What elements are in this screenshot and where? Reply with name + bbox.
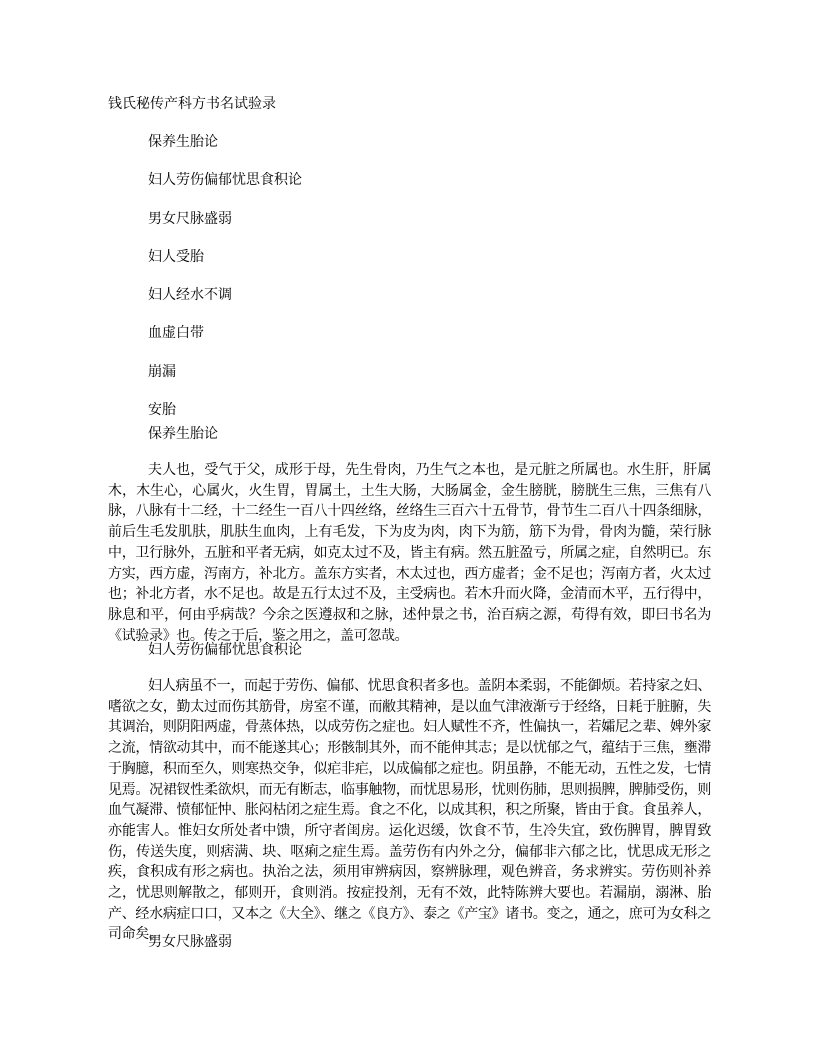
toc-item: 崩漏 [148, 363, 176, 380]
toc-item: 男女尺脉盛弱 [148, 210, 232, 227]
section-heading: 男女尺脉盛弱 [148, 934, 232, 950]
toc-item: 妇人经水不调 [148, 287, 232, 304]
section-paragraph: 妇人病虽不一，而起于劳伤、偏郁、忧思食积者多也。盖阴本柔弱，不能御烦。若持家之妇、嗜欲之女，勤太过而伤其筋骨，房室不谨，而敝其精神，是以血气津液渐亏于经络，日耗于脏腑，失其调治，则阴阳两虚，骨蒸体热，以成劳伤之症也。妇人赋性不齐，性偏执一，若孀尼之辈、婢外家之流，情欲动其中，而不能遂其心；形骸制其外，而不能伸其志；是以忧郁之气，蕴结于三焦，壅滞于胸臆，积而至久，则寒热交争，似疟非疟，以成偏郁之症也。阴虽静，不能无动，五性之发，七情见焉。况裙钗性柔欲炽，而无有断志，临事触物，而忧思易形，忧则伤肺，思则损脾，脾肺受伤，则血气凝滞、愤郁怔忡、胀闷枯闭之症生焉。食之不化，以成其积，积之所聚，皆由于食。食虽养人，亦能害人。惟妇女所处者中馈，所守者闺房。运化迟缓，饮食不节，生冷失宜，致伤脾胃，脾胃致伤，传送失度，则痞满、块、呕痢之症生焉。盖劳伤有内外之分，偏郁非六郁之比，忧思成无形之疾，食积成有形之病也。执治之法，须用审辨病因，察辨脉理，观色辨音，务求辨实。劳伤则补养之，忧思则解散之，郁则开，食则消。按症投剂，无有不效，此特陈辨大要也。若漏崩，溺淋、胎产、经水病症口口，又本之《大全》、继之《良方》、泰之《产宝》诸书。变之，通之，庶可为女科之司命矣。 [108, 678, 711, 943]
toc-item: 血虚白带 [148, 325, 204, 342]
toc-item: 妇人受胎 [148, 248, 204, 265]
toc-item: 妇人劳伤偏郁忧思食积论 [148, 172, 302, 189]
section-heading: 妇人劳伤偏郁忧思食积论 [148, 642, 302, 658]
table-of-contents [148, 133, 302, 439]
section-heading: 保养生胎论 [148, 426, 218, 442]
document-title: 钱氏秘传产科方书名试验录 [108, 96, 276, 112]
section-paragraph: 夫人也，受气于父，成形于母，先生骨肉，乃生气之本也，是元脏之所属也。水生肝，肝属木，木生心，心属火，火生胃，胃属土，土生大肠，大肠属金，金生膀胱，膀胱生三焦，三焦有八脉，八脉有十二经，十二经生一百八十四丝络，丝络生三百六十五骨节，骨节生二百八十四条细脉，前后生毛发肌肤，肌肤生血肉，上有毛发，下为皮为肉，肉下为筋，筋下为骨，骨肉为髓，荣行脉中，卫行脉外，五脏和平者无病，如克太过不及，皆主有病。然五脏盈亏，所属之症，自然明已。东方实，西方虚，泻南方，补北方。盖东方实者，木太过也，西方虚者；金不足也；泻南方者，火太过也；补北方者，水不足也。故是五行太过不及，主受病也。若木升而火降，金清而木平，五行得中，脉息和平，何由乎病哉？今余之医遵叔和之脉，述仲景之书，治百病之源，苟得有效，即曰书名为《试验录》也。传之于后，鉴之用之，盖可忽哉。 [108, 462, 711, 644]
toc-item: 保养生胎论 [148, 134, 218, 150]
toc-item: 安胎 [148, 402, 176, 419]
